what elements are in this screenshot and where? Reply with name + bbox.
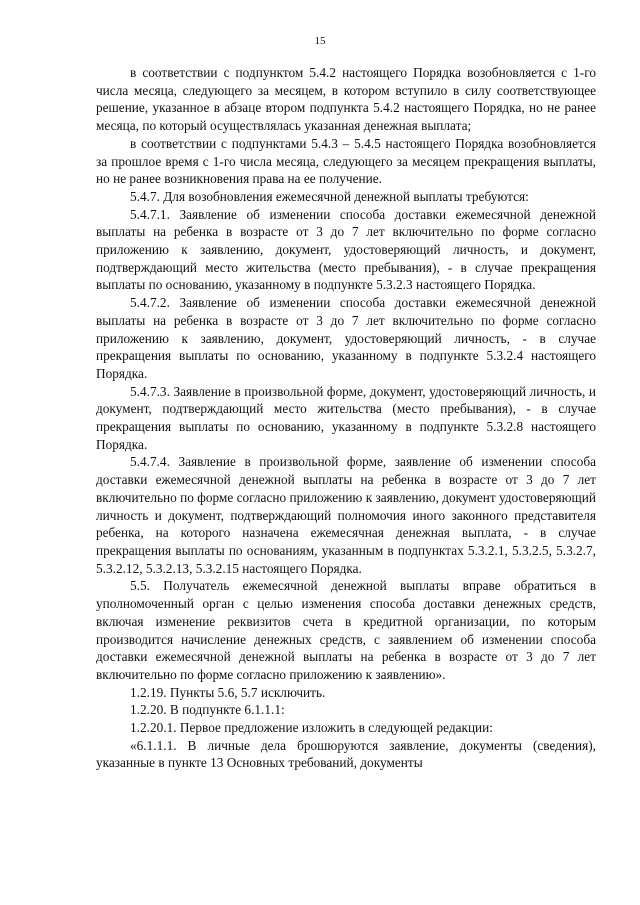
paragraph-6: 5.4.7.3. Заявление в произвольной форме, документ, удостоверяющий личность, и документ, подтверждающий место жительства (место пребывания), - в случае прекращения выплаты по основанию, указанному в подпункте 5.3.2.8 настоящего Порядка. [96, 383, 596, 452]
paragraph-11: 1.2.20.1. Первое предложение изложить в следующей редакции: [130, 720, 493, 736]
paragraph-8: 5.5. Получатель ежемесячной денежной выплаты вправе обратиться в уполномоченный орган с целью изменения способа доставки денежных средств, включая изменение реквизитов счета в кредитной организации, по которым производится начисление денежных средств, с заявлением об изменении способа доставки ежемесячной денежной выплаты на ребенка в возрасте от 3 до 7 лет включительно по форме согласно приложению к заявлению». [96, 578, 596, 682]
paragraph-12: «6.1.1.1. В личные дела брошюруются заявление, документы (сведения), указанные в пункте 13 Основных требований, документы [96, 737, 596, 771]
page-number: 15 [314, 35, 326, 47]
paragraph-10: 1.2.20. В подпункте 6.1.1.1: [130, 702, 285, 718]
paragraph-1: в соответствии с подпунктом 5.4.2 настоящего Порядка возобновляется с 1-го числа месяца, следующего за месяцем, в котором вступило в силу соответствующее решение, указанное в абзаце втором подпункта 5.4.2 настоящего Порядка, но не ранее месяца, по который осуществлялась указанная денежная выплата; [96, 65, 596, 134]
paragraph-9: 1.2.19. Пункты 5.6, 5.7 исключить. [130, 684, 326, 700]
paragraph-3: 5.4.7. Для возобновления ежемесячной денежной выплаты требуются: [130, 188, 529, 204]
paragraph-4: 5.4.7.1. Заявление об изменении способа доставки ежемесячной денежной выплаты на ребенка в возрасте от 3 до 7 лет включительно по форме согласно приложению к заявлению, документ, удостоверяющий личность, и документ, подтверждающий место жительства (место пребывания), - в случае прекращения выплаты по основанию, указанному в подпункте 5.3.2.3 настоящего Порядка. [96, 206, 596, 293]
paragraph-7: 5.4.7.4. Заявление в произвольной форме, заявление об изменении способа доставки ежемесячной денежной выплаты на ребенка в возрасте от 3 до 7 лет включительно по форме согласно приложению к заявлению, документ удостоверяющий личность и документ, подтверждающий полномочия иного законного представителя ребенка, на которого назначена ежемесячная денежная выплата, - в случае прекращения выплаты по основаниям, указанным в подпунктах 5.3.2.1, 5.3.2.5, 5.3.2.7, 5.3.2.12, 5.3.2.13, 5.3.2.15 настоящего Порядка. [96, 454, 596, 576]
paragraph-5: 5.4.7.2. Заявление об изменении способа доставки ежемесячной денежной выплаты на ребенка в возрасте от 3 до 7 лет включительно по форме согласно приложению к заявлению, документ, удостоверяющий личность, - в случае прекращения выплаты по основанию, указанному в подпункте 5.3.2.4 настоящего Порядка. [96, 295, 596, 381]
paragraph-2: в соответствии с подпунктами 5.4.3 – 5.4.5 настоящего Порядка возобновляется за прошлое время с 1-го числа месяца, следующего за месяцем прекращения выплаты, но не ранее возникновения права на ее получение. [96, 135, 596, 187]
document-body [96, 64, 596, 772]
